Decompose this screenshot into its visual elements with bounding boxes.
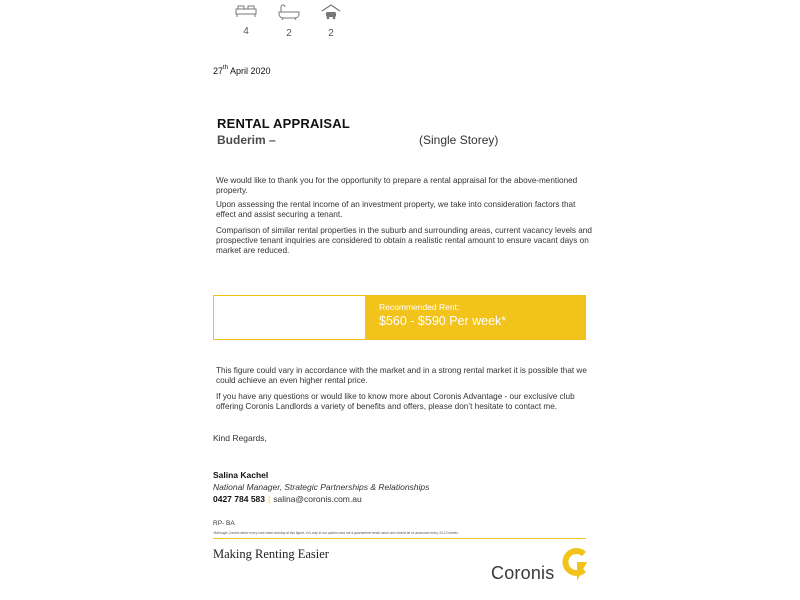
recommended-rent-value: $560 - $590 Per week* [379, 314, 507, 328]
bathroom-count: 2 [286, 28, 292, 39]
bedroom-feature [234, 4, 258, 37]
garage-feature [319, 4, 343, 39]
signature-role: National Manager, Strategic Partnerships & Relationships [213, 482, 430, 492]
contact-separator: | [268, 494, 271, 504]
property-storey: (Single Storey) [419, 133, 499, 147]
signature-contact [213, 494, 362, 504]
intro-paragraph: We would like to thank you for the opportunity to prepare a rental appraisal for the above-mentioned property. [216, 176, 578, 195]
bedroom-count: 4 [243, 26, 249, 37]
brand-wordmark: Coronis [491, 563, 555, 583]
email-link[interactable]: salina@coronis.com.au [273, 494, 362, 504]
bath-icon [278, 4, 300, 20]
bed-icon [235, 4, 257, 18]
recommended-rent-label: Recommended Rent: [379, 302, 460, 312]
closing-regards: Kind Regards, [213, 433, 267, 443]
comparison-paragraph: Comparison of similar rental properties in the suburb and surrounding areas, current vacancy levels and prospective tenant inquiries are considered to obtain a realistic rental amount to ensure vacant days on market are reduced. [216, 226, 592, 255]
garage-icon [320, 4, 342, 20]
signature-name: Salina Kachel [213, 470, 269, 480]
phone-number[interactable]: 0427 784 583 [213, 494, 265, 504]
garage-count: 2 [328, 28, 334, 39]
market-paragraph: This figure could vary in accordance with the market and in a strong rental market it is possible that we could achieve an even higher rental price. [216, 366, 587, 385]
footer-divider [213, 538, 586, 539]
disclaimer-text: *Although Coronis takes every care when arriving at this figure, it is only in our opinion and not a guaranteed rental value and should be re-assessed every 10-12 weeks. [213, 531, 459, 535]
coronis-logo-icon [562, 548, 588, 587]
reference-code: RP- BA [213, 520, 235, 527]
assessment-paragraph: Upon assessing the rental income of an investment property, we take into consideration factors that effect and assist securing a tenant. [216, 200, 576, 219]
page-title: RENTAL APPRAISAL [217, 116, 350, 131]
bathroom-feature [277, 4, 301, 39]
letter-date: 27th April 2020 [213, 65, 271, 76]
property-suburb: Buderim – [217, 133, 276, 147]
footer-tagline: Making Renting Easier [213, 547, 329, 561]
advantage-paragraph: If you have any questions or would like to know more about Coronis Advantage - our exclusive club offering Coronis Landlords a variety of benefits and offers, please don’t hesitate to contact me. [216, 392, 575, 411]
